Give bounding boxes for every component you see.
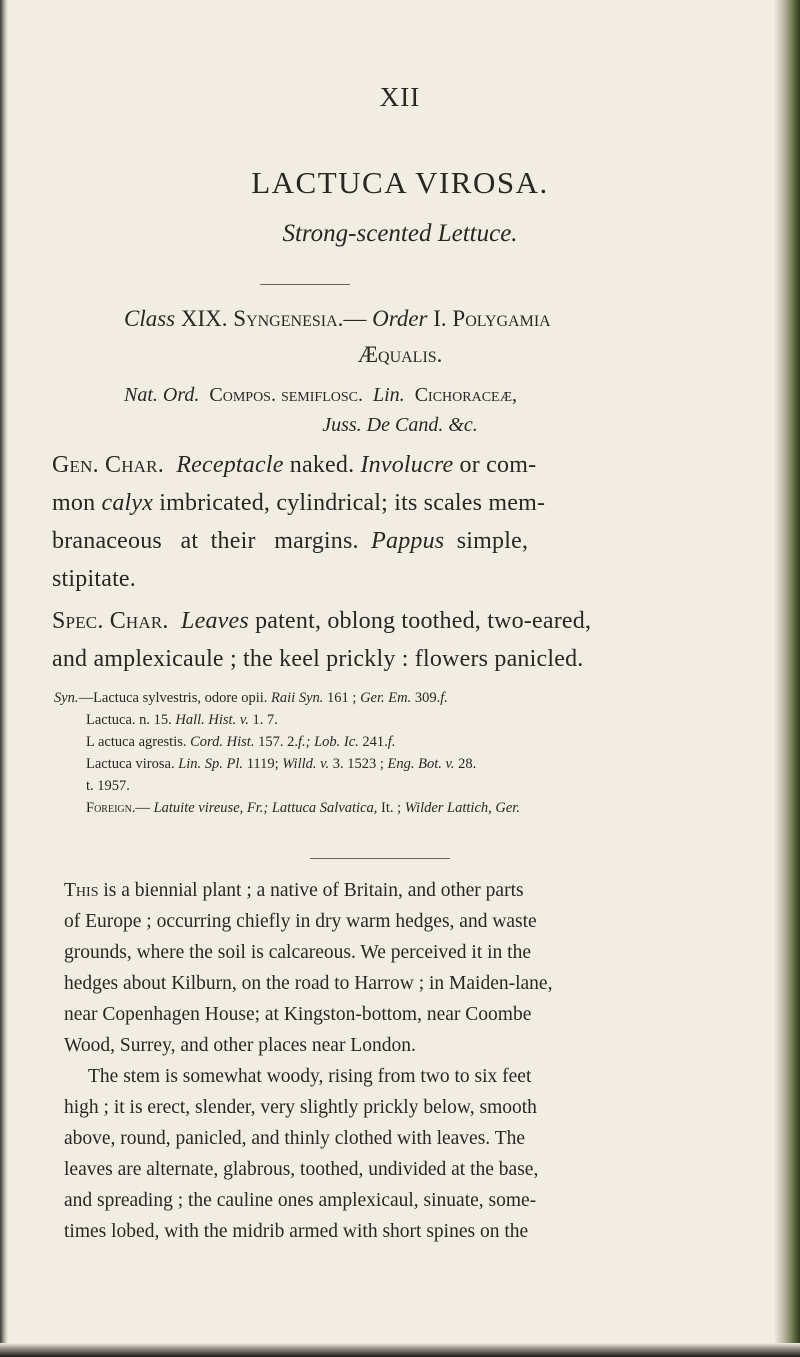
gen-text: naked. (283, 452, 361, 478)
page-subtitle: Strong-scented Lettuce. (282, 220, 518, 247)
spec-text: patent, oblong toothed, two-eared, (248, 608, 592, 634)
class-label: Class (124, 306, 176, 331)
foreign-italian: Lattuca Salvatica, (268, 800, 378, 816)
synonym-line (86, 756, 476, 773)
gen-text: mon (52, 490, 102, 516)
syn-num: 157. 2. (254, 734, 298, 750)
leaves-term: Leaves (181, 608, 249, 634)
generic-character-line-4 (52, 566, 136, 593)
syn-text: t. 1957. (86, 778, 130, 794)
body-line: leaves are alternate, glabrous, toothed, undivided at the base, (64, 1159, 539, 1180)
natural-order-compos: Compos. semiflosc. (209, 384, 363, 406)
foreign-french: Latuite vireuse, Fr.; (153, 800, 269, 816)
jussieu-reference (0, 414, 800, 437)
specific-character-label: Spec. Char. (52, 608, 169, 634)
receptacle-term: Receptacle (176, 452, 284, 478)
body-line: hedges about Kilburn, on the road to Harrow ; in Maiden-lane, (64, 973, 553, 994)
syn-ref: Lin. Sp. Pl. (178, 756, 244, 772)
gen-text: branaceous at their margins. (52, 528, 372, 554)
page-right-edge (774, 0, 800, 1357)
page-title: LACTUCA VIROSA. (251, 165, 549, 200)
body-line: The stem is somewhat woody, rising from two to six feet (88, 1066, 532, 1087)
foreign-german: Wilder Lattich, Ger. (404, 800, 520, 816)
section-divider (310, 858, 450, 859)
involucre-term: Involucre (360, 452, 454, 478)
syn-fig: f. (387, 734, 396, 750)
title-divider (260, 284, 350, 285)
lin-value: Cichoraceæ, (414, 384, 518, 406)
class-name: Syngenesia.— (233, 306, 367, 331)
syn-num: 3. 1523 ; (329, 756, 388, 772)
body-text: is a biennial plant ; a native of Britain, and other parts (98, 880, 524, 901)
syn-ref: Raii Syn. (271, 690, 324, 706)
page-number: XII (379, 82, 421, 112)
syn-prefix: Syn. (54, 690, 79, 706)
page-bottom-edge (0, 1343, 800, 1357)
natural-order-line (124, 384, 517, 407)
synonym-line (54, 690, 448, 707)
syn-ref: Hall. Hist. v. (175, 712, 249, 728)
synonym-line (86, 778, 130, 795)
page-left-edge (0, 0, 8, 1357)
syn-ref: Ger. Em. (360, 690, 412, 706)
synonym-line (86, 734, 395, 751)
body-first-word: his (75, 880, 99, 901)
foreign-dash: — (135, 800, 154, 816)
body-line: near Copenhagen House; at Kingston-bottom, near Coombe (64, 1004, 532, 1025)
syn-ref: Eng. Bot. v. (387, 756, 455, 772)
syn-text: Lactuca virosa. (86, 756, 179, 772)
order-label: Order (372, 306, 428, 331)
natural-order-label: Nat. Ord. (124, 384, 200, 406)
syn-text: L actuca agrestis. (86, 734, 191, 750)
drop-initial: T (64, 880, 76, 901)
class-value: XIX. (180, 306, 228, 331)
syn-ref: Cord. Hist. (190, 734, 255, 750)
order-name: Polygamia (452, 306, 551, 331)
syn-num: 28. (454, 756, 477, 772)
body-line (64, 880, 524, 902)
calyx-term: calyx (101, 490, 154, 516)
gen-text: stipitate. (52, 566, 136, 592)
order-value: I. (433, 306, 447, 331)
body-line: high ; it is erect, slender, very slightly prickly below, smooth (64, 1097, 537, 1118)
syn-ref: Willd. v. (282, 756, 330, 772)
pappus-term: Pappus (371, 528, 445, 554)
generic-character-line-1 (52, 452, 536, 479)
syn-num: 161 ; (323, 690, 361, 706)
syn-num: 309. (411, 690, 441, 706)
specific-character-line-1 (52, 608, 591, 635)
class-line (124, 306, 551, 332)
body-line: grounds, where the soil is calcareous. We perceived it in the (64, 942, 532, 963)
gen-text: simple, (444, 528, 529, 554)
syn-num: 241. (358, 734, 388, 750)
generic-character-label: Gen. Char. (52, 452, 164, 478)
order-name-continued: Æqualis. (357, 342, 443, 367)
jussieu-text: Juss. De Cand. &c. (322, 414, 478, 436)
specific-character-line-2: and amplexicaule ; the keel prickly : flowers panicled. (52, 646, 584, 672)
syn-num: 1. 7. (248, 712, 278, 728)
body-line: above, round, panicled, and thinly clothed with leaves. The (64, 1128, 526, 1149)
syn-fig: f.; (297, 734, 311, 750)
lin-label: Lin. (373, 384, 405, 406)
generic-character-line-2 (52, 490, 545, 517)
body-line: times lobed, with the midrib armed with short spines on the (64, 1221, 529, 1242)
syn-text: —Lactuca sylvestris, odore opii. (78, 690, 268, 706)
body-line: Wood, Surrey, and other places near London. (64, 1035, 416, 1056)
syn-ref: Lob. Ic. (310, 734, 359, 750)
syn-num: 1119; (243, 756, 283, 772)
syn-text: Lactuca. n. 15. (86, 712, 176, 728)
body-line: and spreading ; the cauline ones amplexicaul, sinuate, some- (64, 1190, 537, 1211)
generic-character-line-3 (52, 528, 528, 555)
synonym-line (86, 712, 278, 729)
foreign-italian-abbr: It. ; (377, 800, 405, 816)
gen-text: or com- (453, 452, 537, 478)
foreign-names-line (86, 800, 520, 817)
body-line: of Europe ; occurring chiefly in dry warm hedges, and waste (64, 911, 537, 932)
foreign-label: Foreign. (86, 800, 136, 816)
syn-fig: f. (440, 690, 448, 706)
gen-text: imbricated, cylindrical; its scales mem- (153, 490, 546, 516)
